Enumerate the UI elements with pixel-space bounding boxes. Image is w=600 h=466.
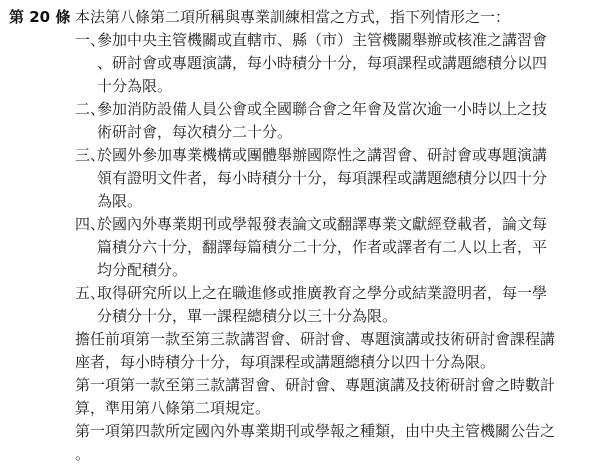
text-line: 術研討會，每次積分二十分。 [97, 123, 293, 141]
text-line: 於國外參加專業機構或團體舉辦國際性之講習會、研討會或專題演講 [97, 146, 548, 164]
text-line: 於國內外專業期刊或學報發表論文或翻譯專業文獻經登載者，論文每 [97, 215, 548, 233]
item-marker: 三、 [75, 146, 106, 164]
article-number: 第 20 條 [9, 8, 71, 26]
item-marker: 一、 [75, 31, 106, 49]
text-line: 座者，每小時積分十分，每項課程或講題總積分以四十分為限。 [75, 353, 496, 371]
article-paragraph-3 [75, 374, 555, 420]
text-line: 領有證明文件者，每小時積分十分，每項課程或講題總積分以四十分 [97, 169, 548, 187]
text-line: 十分為限。 [97, 77, 173, 95]
text-line: 篇積分六十分，翻譯每篇積分二十分，作者或譯者有二人以上者，平 [97, 238, 548, 256]
item-marker: 二、 [75, 100, 106, 118]
item-marker: 四、 [75, 215, 106, 233]
text-line: 參加中央主管機關或直轄市、縣（市）主管機關舉辦或核准之講習會 [97, 31, 548, 49]
article-paragraph-2 [75, 328, 555, 374]
item-text [97, 29, 547, 98]
text-line: 分積分十分，單一課程總積分以三十分為限。 [97, 307, 398, 325]
text-line: 為限。 [97, 192, 143, 210]
article-intro: 本法第八條第二項所稱與專業訓練相當之方式，指下列情形之一： [75, 8, 511, 26]
item-text [97, 282, 547, 328]
article-paragraph-4 [75, 420, 555, 466]
text-line: 第一項第一款至第三款講習會、研討會、專題演講及技術研討會之時數計 [75, 376, 556, 394]
text-line: 擔任前項第一款至第三款講習會、研討會、專題演講或技術研討會課程講 [75, 330, 556, 348]
text-line: 參加消防設備人員公會或全國聯合會之年會及當次逾一小時以上之技 [97, 100, 548, 118]
item-marker: 五、 [75, 284, 106, 302]
item-text [97, 98, 547, 144]
text-line: 算，準用第八條第二項規定。 [75, 399, 271, 417]
item-text [97, 144, 547, 213]
text-line: 取得研究所以上之在職進修或推廣教育之學分或結業證明者，每一學 [97, 284, 548, 302]
text-line: 第一項第四款所定國內外專業期刊或學報之種類，由中央主管機關公告之 [75, 422, 556, 440]
item-text [97, 213, 547, 282]
text-line: 。 [75, 445, 91, 463]
text-line: 、研討會或專題演講，每小時積分十分，每項課程或講題總積分以四 [97, 54, 548, 72]
text-line: 均分配積分。 [97, 261, 188, 279]
